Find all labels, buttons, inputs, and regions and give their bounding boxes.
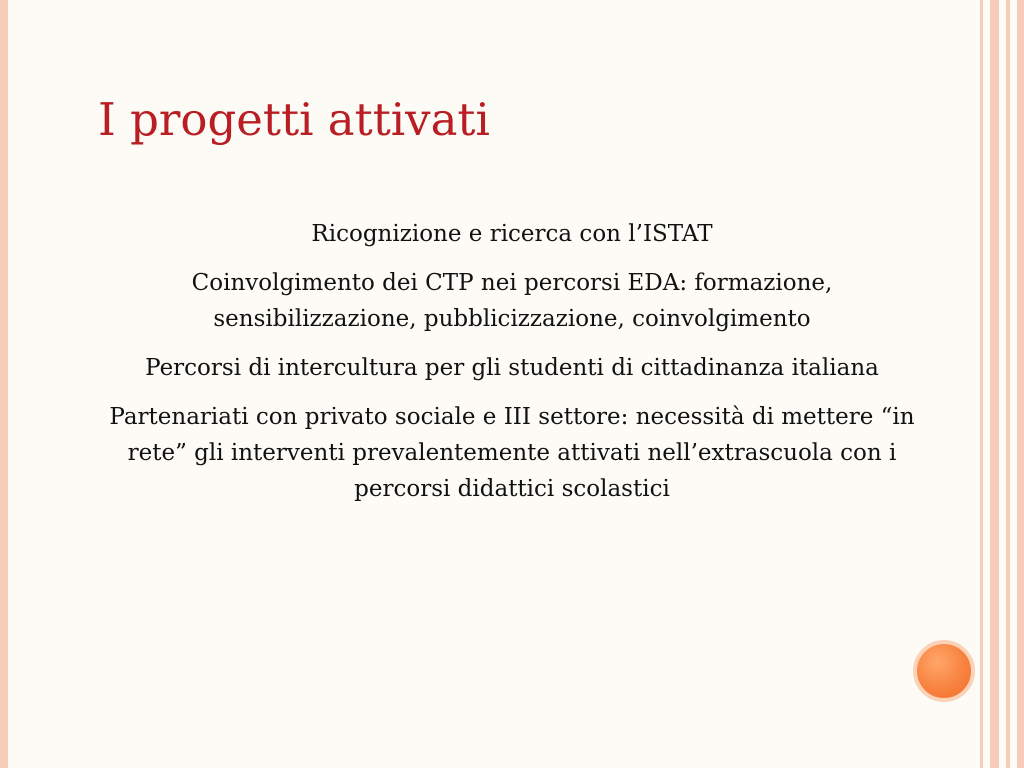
slide-title: I progetti attivati [98, 93, 490, 146]
left-border-rule [0, 0, 8, 768]
paragraph-istat: Ricognizione e ricerca con l’ISTAT [311, 221, 713, 247]
paragraph-intercultura: Percorsi di intercultura per gli studenti di cittadinanza italiana [145, 355, 879, 381]
right-stripe-2 [990, 0, 999, 768]
paragraph-partenariati: Partenariati con privato sociale e III settore: necessità di mettere “in rete” gli interventi prevalentemente attivati nell’extrascuola con i percorsi didattici scolastici [109, 404, 915, 502]
decorative-orange-circle [913, 640, 975, 702]
slide-body [92, 216, 932, 520]
paragraph-ctp: Coinvolgimento dei CTP nei percorsi EDA: formazione, sensibilizzazione, pubblicizzazione, coinvolgimento [191, 270, 833, 332]
right-stripe-1 [980, 0, 983, 768]
right-stripe-4 [1017, 0, 1024, 768]
right-stripe-3 [1006, 0, 1010, 768]
